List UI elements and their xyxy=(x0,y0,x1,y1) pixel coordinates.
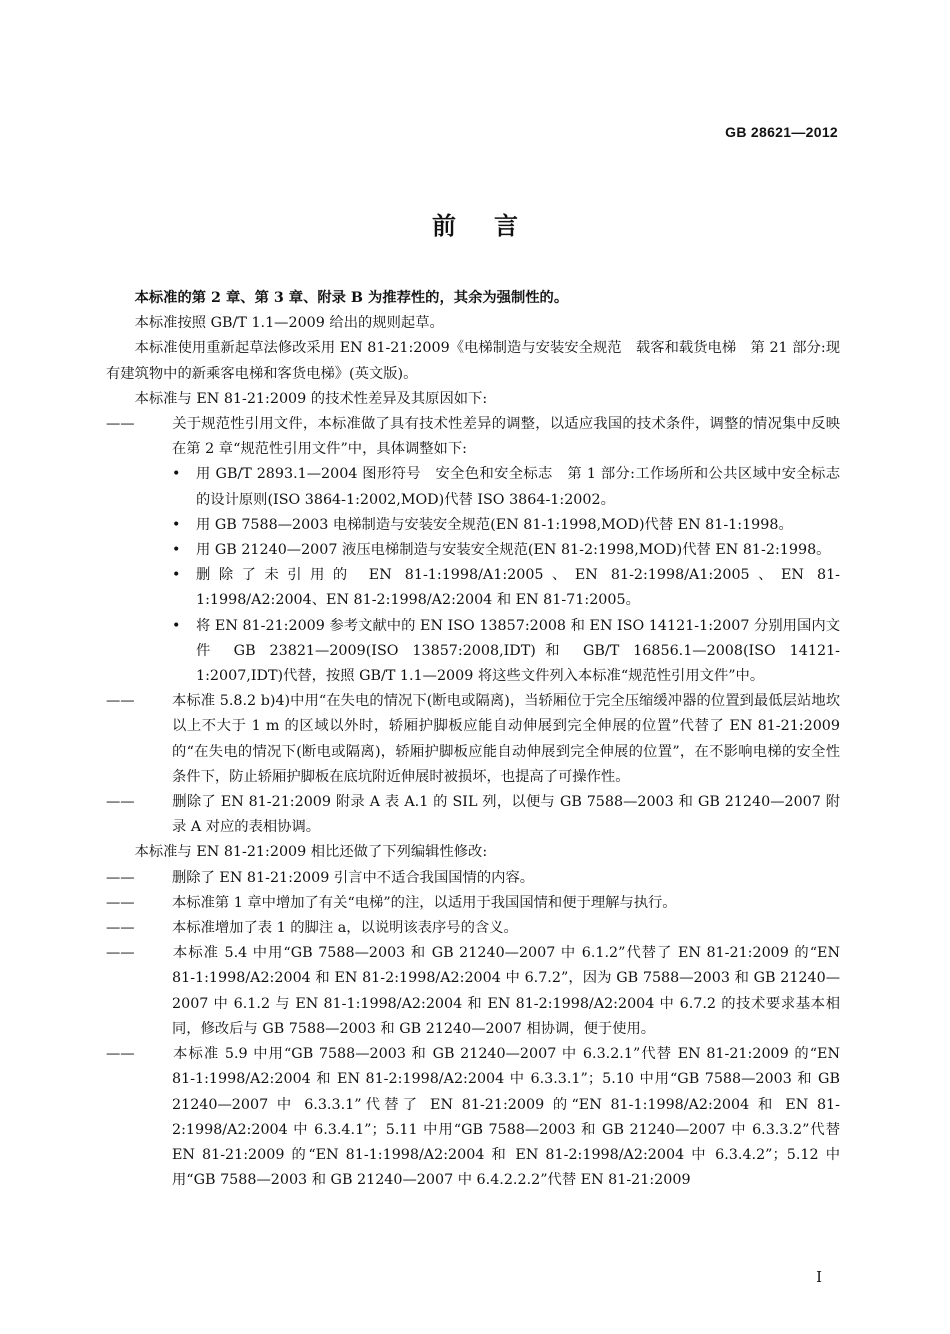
standard-code: GB 28621—2012 xyxy=(725,124,838,140)
dash-item xyxy=(106,916,840,941)
dash-item-text: 本标准增加了表 1 的脚注 a，以说明该表序号的含义。 xyxy=(172,920,518,937)
dash-item-text: 关于规范性引用文件，本标准做了具有技术性差异的调整，以适应我国的技术条件，调整的情况集中反映在第 2 章“规范性引用文件”中，具体调整如下: xyxy=(172,416,840,458)
page-title: 前言 xyxy=(432,211,556,240)
dash-item-text: 本标准 5.9 中用“GB 7588—2003 和 GB 21240—2007 中 6.3.2.1”代替 EN 81-21:2009 的“EN 81-1:1998/A2:2004 和 EN 81-2:1998/A2:2004 中 6.3.3.1”；5.10 中用“GB 7588—2003 和 GB 21240—2007 中 6.3.3.1”代替了 EN 81-21:2009 的“EN 81-1:1998/A2:2004 和 EN 81-2:1998/A2:2004 中 6.3.4.1”；5.11 中用“GB 7588—2003 和 GB 21240—2007 中 6.3.3.2”代替 EN 81-21:2009 的“EN 81-1:1998/A2:2004 和 EN 81-2:1998/A2:2004 中 6.3.4.2”；5.12 中用“GB 7588—2003 和 GB 21240—2007 中 6.4.2.2.2”代替 EN 81-21:2009 xyxy=(172,1046,840,1189)
dash-item xyxy=(106,866,840,891)
dash-mark: —— xyxy=(106,416,135,433)
bullet-item xyxy=(106,614,840,690)
document-body xyxy=(106,286,840,1193)
dash-mark: —— xyxy=(106,794,135,811)
bullet-item-text: 删除了未引用的 EN 81-1:1998/A1:2005、EN 81-2:1998/A1:2005、EN 81-1:1998/A2:2004、EN 81-2:1998/A2:2004 和 EN 81-71:2005。 xyxy=(196,567,840,609)
bullet-icon: • xyxy=(172,617,181,634)
dash-mark: —— xyxy=(106,894,135,911)
dash-item-text: 本标准 5.4 中用“GB 7588—2003 和 GB 21240—2007 中 6.1.2”代替了 EN 81-21:2009 的“EN 81-1:1998/A2:2004 和 EN 81-2:1998/A2:2004 中 6.7.2”，因为 GB 7588—2003 和 GB 21240—2007 中 6.1.2 与 EN 81-1:1998/A2:2004 和 EN 81-2:1998/A2:2004 中 6.7.2 的技术要求基本相同，修改后与 GB 7588—2003 和 GB 21240—2007 相协调，便于使用。 xyxy=(172,945,840,1037)
paragraph: 本标准与 EN 81-21:2009 相比还做了下列编辑性修改: xyxy=(134,844,488,861)
bullet-icon: • xyxy=(172,516,181,533)
bullet-item-text: 用 GB 21240—2007 液压电梯制造与安装安全规范(EN 81-2:1998,MOD)代替 EN 81-2:1998。 xyxy=(196,542,831,559)
bullet-item-text: 用 GB/T 2893.1—2004 图形符号 安全色和安全标志 第 1 部分:工作场所和公共区域中安全标志的设计原则(ISO 3864-1:2002,MOD)代替 ISO 3864-1:2002。 xyxy=(196,466,840,508)
dash-item xyxy=(106,941,840,1042)
dash-item xyxy=(106,1042,840,1193)
paragraph: 本标准使用重新起草法修改采用 EN 81-21:2009《电梯制造与安装安全规范 载客和载货电梯 第 21 部分:现有建筑物中的新乘客电梯和客货电梯》(英文版)。 xyxy=(106,340,840,382)
dash-item-text: 本标准第 1 章中增加了有关“电梯”的注，以适用于我国国情和便于理解与执行。 xyxy=(172,894,677,911)
dash-item xyxy=(106,891,840,916)
bullet-icon: • xyxy=(172,542,181,559)
bullet-item xyxy=(106,513,840,538)
bullet-icon: • xyxy=(172,466,181,483)
bullet-icon: • xyxy=(172,567,181,584)
dash-mark: —— xyxy=(106,1046,135,1063)
paragraph: 本标准与 EN 81-21:2009 的技术性差异及其原因如下: xyxy=(134,390,488,407)
dash-item xyxy=(106,689,840,790)
bullet-item xyxy=(106,563,840,613)
dash-item xyxy=(106,790,840,840)
dash-item xyxy=(106,412,840,462)
dash-mark: —— xyxy=(106,920,135,937)
paragraph: 本标准按照 GB/T 1.1—2009 给出的规则起草。 xyxy=(134,315,444,332)
dash-item-text: 删除了 EN 81-21:2009 引言中不适合我国国情的内容。 xyxy=(172,869,535,886)
dash-item-text: 本标准 5.8.2 b)4)中用“在失电的情况下(断电或隔离)，当轿厢位于完全压缩缓冲器的位置到最低层站地坎以上不大于 1 m 的区域以外时，轿厢护脚板应能自动伸展到完全伸展的位置”代替了 EN 81-21:2009 的“在失电的情况下(断电或隔离)，轿厢护脚板应能自动伸展到完全伸展的位置”，在不影响电梯的安全性条件下，防止轿厢护脚板在底坑附近伸展时被损坏，也提高了可操作性。 xyxy=(172,693,840,785)
bullet-item xyxy=(106,538,840,563)
bullet-item xyxy=(106,462,840,512)
bullet-item-text: 将 EN 81-21:2009 参考文献中的 EN ISO 13857:2008 和 EN ISO 14121-1:2007 分别用国内文件 GB 23821—2009(ISO 13857:2008,IDT)和 GB/T 16856.1—2008(ISO 14121-1:2007,IDT)代替，按照 GB/T 1.1—2009 将这些文件列入本标准“规范性引用文件”中。 xyxy=(196,617,840,685)
dash-mark: —— xyxy=(106,869,135,886)
dash-mark: —— xyxy=(106,945,135,962)
page-number: I xyxy=(816,1268,822,1286)
paragraph: 本标准的第 2 章、第 3 章、附录 B 为推荐性的，其余为强制性的。 xyxy=(134,290,569,306)
dash-item-text: 删除了 EN 81-21:2009 附录 A 表 A.1 的 SIL 列，以便与 GB 7588—2003 和 GB 21240—2007 附录 A 对应的表相协调。 xyxy=(172,794,840,836)
dash-mark: —— xyxy=(106,693,135,710)
bullet-item-text: 用 GB 7588—2003 电梯制造与安装安全规范(EN 81-1:1998,MOD)代替 EN 81-1:1998。 xyxy=(196,516,793,533)
